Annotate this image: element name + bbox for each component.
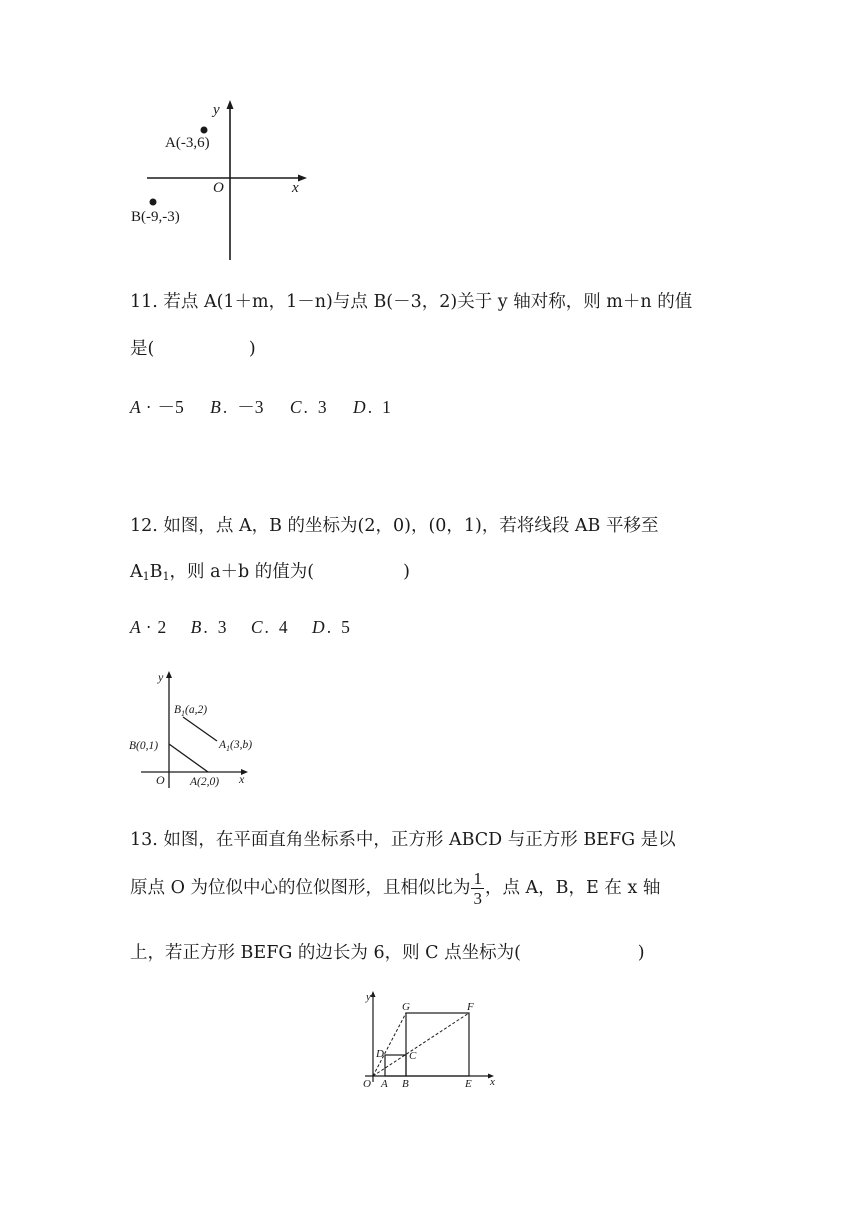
coordinate-figure-points-ab [125,98,315,263]
label-a: A [381,1078,388,1090]
segment-a1b1 [183,717,217,741]
q12-line-1: 12. 如图，点 A，B 的坐标为(2，0)，(0，1)，若将线段 AB 平移至 [130,516,659,536]
x-axis-label: x [239,772,245,786]
q12-option-a[interactable]: A · 2 [130,617,167,637]
square-abcd [385,1055,406,1076]
q12-figure-svg [125,668,265,793]
y-axis-arrow [371,991,376,997]
point-b-dot [150,199,157,206]
q11-option-d[interactable]: D . 1 [353,397,391,417]
ratio-fraction: $\frac{1}{3}$ [473,869,482,908]
label-b1: $B_1(a,2)$ [174,704,208,718]
q13-line-3: 上，若正方形 BEFG 的边长为 6，则 C 点坐标为( ) [130,943,645,963]
square-befg [406,1013,469,1076]
y-axis-label: y [366,991,371,1003]
y-axis-arrow [227,100,234,109]
point-a-dot [201,127,208,134]
y-axis-label: y [213,102,220,118]
y-axis-arrow [166,671,172,678]
label-g: G [402,1001,410,1013]
point-b-label: B(-9,-3) [131,209,180,225]
q12-option-c[interactable]: C . 4 [250,617,288,637]
label-c: C [409,1050,417,1062]
q12-option-b[interactable]: B . 3 [190,617,227,637]
dashed-line-og [373,1013,406,1076]
q11-options [130,394,391,419]
origin-label: O [213,180,224,196]
q13-line-2: 原点 O 为位似中心的位似图形，且相似比为 $\frac{1}{3}$ ，点 A，B，E 在 x 轴 [130,869,661,908]
q13-line-1: 13. 如图，在平面直角坐标系中，正方形 ABCD 与正方形 BEFG 是以 [130,830,676,850]
x-axis-label: x [292,180,299,196]
segment-ab [169,744,208,772]
x-axis-arrow [298,175,307,182]
label-b: B(0,1) [129,740,159,752]
x-axis-label: x [490,1076,495,1088]
label-b: B [402,1078,409,1090]
point-a-label: A(-3,6) [165,135,210,151]
figure-svg [125,98,315,263]
origin-label: O [156,773,165,787]
q11-line-2: 是( ) [130,339,256,359]
q11-option-a[interactable]: A · －5 [130,397,184,417]
label-a1: $A_1(3,b)$ [219,739,253,753]
q12-line-2: $A_1B_1$，则 a＋b 的值为( ) [130,562,410,583]
q12-option-d[interactable]: D . 5 [312,617,350,637]
dashed-line-of [373,1013,469,1076]
label-a: A(2,0) [190,776,220,788]
q12-options [130,617,350,638]
origin-label: O [363,1078,371,1090]
q11-option-b[interactable]: B . －3 [210,397,264,417]
label-d: D [376,1048,384,1060]
q11-option-c[interactable]: C . 3 [289,397,327,417]
y-axis-label: y [158,670,164,684]
q11-line-1: 11. 若点 A(1＋m，1－n)与点 B(－3，2)关于 y 轴对称，则 m＋n 的值 [130,292,693,312]
q13-figure [355,988,510,1098]
label-f: F [467,1001,474,1013]
q13-figure-svg [355,988,510,1098]
q12-figure [125,668,265,793]
label-e: E [465,1078,472,1090]
